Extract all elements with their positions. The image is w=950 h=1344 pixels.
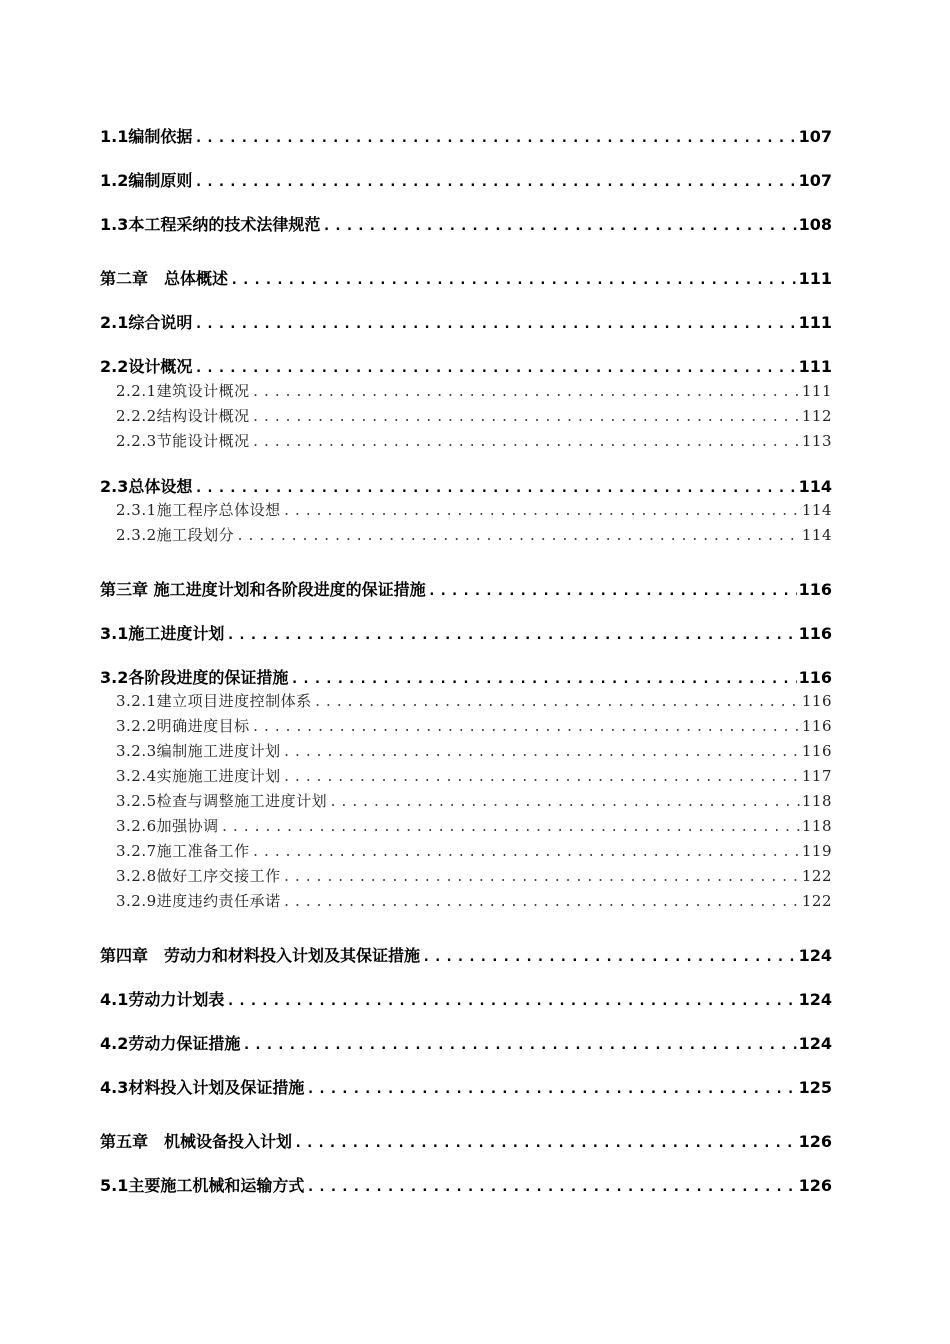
- toc-leader-dots: [194, 130, 796, 146]
- toc-entry-page: 111: [801, 382, 832, 400]
- toc-entry-page: 114: [801, 526, 832, 544]
- toc-leader-dots: [236, 529, 800, 544]
- toc-entry[interactable]: [100, 840, 832, 864]
- toc-entry[interactable]: [100, 690, 832, 714]
- toc-entry-title: 1.2编制原则: [100, 171, 193, 190]
- toc-entry-title: 第三章 施工进度计划和各阶段进度的保证措施: [100, 580, 426, 599]
- toc-entry-page: 124: [798, 1034, 832, 1053]
- toc-leader-dots: [252, 385, 800, 400]
- toc-leader-dots: [283, 770, 800, 785]
- toc-leader-dots: [194, 360, 796, 376]
- toc-entry-page: 122: [801, 867, 832, 885]
- toc-entry[interactable]: [100, 266, 832, 290]
- toc-entry-page: 111: [798, 313, 832, 332]
- toc-leader-dots: [306, 1081, 796, 1097]
- toc-entry-page: 112: [801, 407, 832, 425]
- toc-leader-dots: [314, 695, 800, 710]
- toc-entry-title: 3.1施工进度计划: [100, 624, 225, 643]
- toc-leader-dots: [283, 745, 800, 760]
- toc-leader-dots: [283, 504, 800, 519]
- toc-entry-title: 第四章 劳动力和材料投入计划及其保证措施: [100, 946, 421, 965]
- toc-entry[interactable]: [100, 1075, 832, 1099]
- toc-entry[interactable]: [100, 124, 832, 148]
- toc-entry-page: 116: [801, 717, 832, 735]
- toc-entry-title: 4.3材料投入计划及保证措施: [100, 1078, 305, 1097]
- toc-leader-dots: [226, 993, 796, 1009]
- toc-entry[interactable]: [100, 1129, 832, 1153]
- toc-entry[interactable]: [100, 577, 832, 601]
- toc-entry-page: 107: [798, 171, 832, 190]
- toc-entry-page: 122: [801, 892, 832, 910]
- toc-entry[interactable]: [100, 740, 832, 764]
- toc-leader-dots: [194, 174, 796, 190]
- toc-entry-page: 119: [801, 842, 832, 860]
- toc-entry-page: 116: [798, 580, 832, 599]
- toc-entry[interactable]: [100, 405, 832, 429]
- toc-entry-title: 3.2.8做好工序交接工作: [116, 867, 281, 885]
- toc-entry-page: 118: [801, 817, 832, 835]
- toc-entry[interactable]: [100, 354, 832, 378]
- toc-entry[interactable]: [100, 890, 832, 914]
- toc-entry-title: 3.2.9进度违约责任承诺: [116, 892, 281, 910]
- toc-entry-title: 3.2.1建立项目进度控制体系: [116, 692, 312, 710]
- toc-entry[interactable]: [100, 621, 832, 645]
- toc-entry-title: 4.1劳动力计划表: [100, 990, 225, 1009]
- toc-entry-page: 124: [798, 990, 832, 1009]
- toc-entry[interactable]: [100, 474, 832, 498]
- toc-entry-page: 108: [798, 215, 832, 234]
- toc-entry-title: 2.3.2施工段划分: [116, 526, 235, 544]
- toc-entry[interactable]: [100, 168, 832, 192]
- toc-entry-page: 113: [801, 432, 832, 450]
- toc-leader-dots: [283, 870, 800, 885]
- toc-leader-dots: [194, 480, 796, 496]
- toc-leader-dots: [226, 627, 796, 643]
- toc-leader-dots: [252, 435, 800, 450]
- toc-entry-page: 111: [798, 269, 832, 288]
- toc-entry-title: 第五章 机械设备投入计划: [100, 1132, 293, 1151]
- toc-entry[interactable]: [100, 790, 832, 814]
- toc-entry[interactable]: [100, 524, 832, 548]
- toc-entry-title: 3.2.4实施施工进度计划: [116, 767, 281, 785]
- toc-entry-title: 2.2.1建筑设计概况: [116, 382, 250, 400]
- toc-entry-page: 111: [798, 357, 832, 376]
- toc-leader-dots: [428, 583, 797, 599]
- toc-entry[interactable]: [100, 715, 832, 739]
- toc-entry-title: 第二章 总体概述: [100, 269, 229, 288]
- toc-leader-dots: [306, 1179, 796, 1195]
- toc-entry-page: 117: [801, 767, 832, 785]
- toc-entry[interactable]: [100, 765, 832, 789]
- toc-leader-dots: [322, 218, 796, 234]
- toc-leader-dots: [252, 720, 800, 735]
- toc-entry[interactable]: [100, 865, 832, 889]
- toc-entry-page: 116: [801, 742, 832, 760]
- toc-entry-title: 3.2.3编制施工进度计划: [116, 742, 281, 760]
- toc-leader-dots: [242, 1037, 796, 1053]
- toc-entry[interactable]: [100, 499, 832, 523]
- toc-entry-title: 2.2设计概况: [100, 357, 193, 376]
- toc-entry[interactable]: [100, 380, 832, 404]
- toc-leader-dots: [252, 410, 800, 425]
- toc-leader-dots: [283, 895, 800, 910]
- toc-leader-dots: [252, 845, 800, 860]
- toc-entry-page: 126: [798, 1132, 832, 1151]
- toc-entry-title: 2.3.1施工程序总体设想: [116, 501, 281, 519]
- toc-entry-title: 2.2.3节能设计概况: [116, 432, 250, 450]
- toc-leader-dots: [329, 795, 800, 810]
- toc-entry[interactable]: [100, 310, 832, 334]
- toc-leader-dots: [221, 820, 800, 835]
- toc-leader-dots: [294, 1135, 797, 1151]
- toc-leader-dots: [290, 671, 796, 687]
- toc-entry-page: 124: [798, 946, 832, 965]
- toc-entry-page: 107: [798, 127, 832, 146]
- toc-entry-page: 116: [798, 624, 832, 643]
- toc-entry-title: 3.2.5检查与调整施工进度计划: [116, 792, 328, 810]
- toc-entry-title: 3.2.7施工准备工作: [116, 842, 250, 860]
- toc-entry[interactable]: [100, 430, 832, 454]
- toc-entry-title: 5.1主要施工机械和运输方式: [100, 1176, 305, 1195]
- toc-entry[interactable]: [100, 815, 832, 839]
- toc-entry[interactable]: [100, 1173, 832, 1197]
- toc-entry-page: 116: [801, 692, 832, 710]
- toc-entry-page: 114: [798, 477, 832, 496]
- toc-entry-page: 118: [801, 792, 832, 810]
- toc-entry[interactable]: [100, 987, 832, 1011]
- toc-entry[interactable]: [100, 665, 832, 689]
- toc-entry-title: 3.2.6加强协调: [116, 817, 219, 835]
- toc-entry[interactable]: [100, 943, 832, 967]
- toc-entry-page: 125: [798, 1078, 832, 1097]
- toc-entry-page: 114: [801, 501, 832, 519]
- toc-entry-page: 126: [798, 1176, 832, 1195]
- toc-entry-title: 2.2.2结构设计概况: [116, 407, 250, 425]
- toc-entry-title: 2.1综合说明: [100, 313, 193, 332]
- toc-entry-title: 4.2劳动力保证措施: [100, 1034, 241, 1053]
- toc-leader-dots: [422, 949, 797, 965]
- toc-entry-title: 2.3总体设想: [100, 477, 193, 496]
- toc-leader-dots: [194, 316, 796, 332]
- toc-leader-dots: [230, 272, 797, 288]
- toc-entry-title: 3.2.2明确进度目标: [116, 717, 250, 735]
- toc-entry-title: 1.3本工程采纳的技术法律规范: [100, 215, 321, 234]
- toc-entry[interactable]: [100, 212, 832, 236]
- toc-entry-title: 1.1编制依据: [100, 127, 193, 146]
- toc-entry-page: 116: [798, 668, 832, 687]
- toc-entry-title: 3.2各阶段进度的保证措施: [100, 668, 289, 687]
- toc-entry[interactable]: [100, 1031, 832, 1055]
